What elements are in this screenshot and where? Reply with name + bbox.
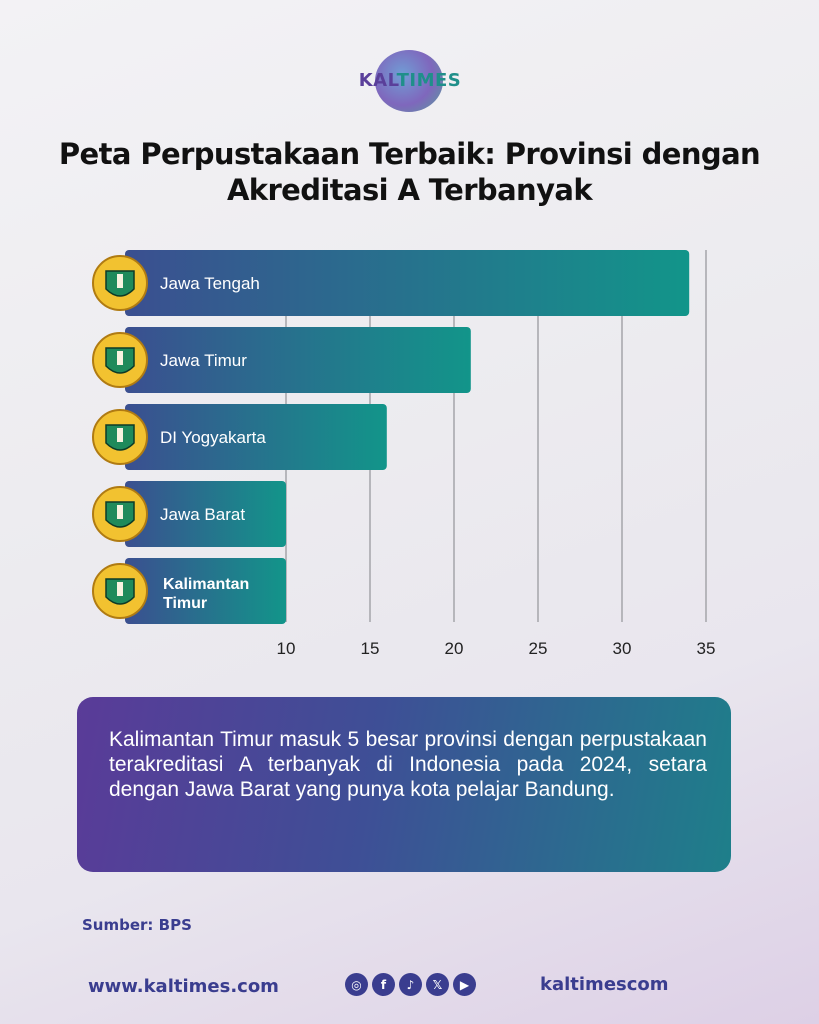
x-tick-label: 30 [612, 639, 632, 658]
youtube-icon[interactable]: ▶ [453, 973, 476, 996]
page-title: Peta Perpustakaan Terbaik: Provinsi dengan Akreditasi A Terbanyak [58, 137, 761, 207]
tiktok-icon[interactable]: ♪ [399, 973, 422, 996]
note-box [77, 697, 731, 872]
bar-label: DI Yogyakarta [160, 428, 266, 447]
facebook-icon[interactable]: f [372, 973, 395, 996]
emblem-mark-icon [117, 274, 123, 288]
footer-handle[interactable]: kaltimescom [540, 974, 669, 995]
note-text: Kalimantan Timur masuk 5 besar provinsi dengan perpustakaan terakreditasi A terbanyak di Indonesia pada 2024, setara dengan Jawa Barat yang punya kota pelajar Bandung. [109, 728, 707, 801]
bar-label: Jawa Tengah [160, 274, 260, 293]
x-tick-label: 25 [528, 639, 548, 658]
x-tick-label: 35 [696, 639, 716, 658]
emblem-mark-icon [117, 428, 123, 442]
x-tick-label: 10 [276, 639, 296, 658]
footer-website[interactable]: www.kaltimes.com [88, 976, 279, 997]
bar-label-line2: Timur [163, 595, 208, 612]
emblem-mark-icon [117, 351, 123, 365]
bar-label: Jawa Timur [160, 351, 247, 370]
x-icon[interactable]: 𝕏 [426, 973, 449, 996]
x-tick-label: 15 [360, 639, 380, 658]
bar-label: Jawa Barat [160, 505, 246, 524]
bar-label: Kalimantan [163, 576, 250, 593]
social-icons [345, 973, 476, 996]
x-tick-label: 20 [444, 639, 464, 658]
logo-text: KALTIMES [358, 70, 462, 91]
instagram-icon[interactable]: ◎ [345, 973, 368, 996]
emblem-mark-icon [117, 582, 123, 596]
emblem-mark-icon [117, 505, 123, 519]
source-label: Sumber: BPS [82, 916, 192, 934]
